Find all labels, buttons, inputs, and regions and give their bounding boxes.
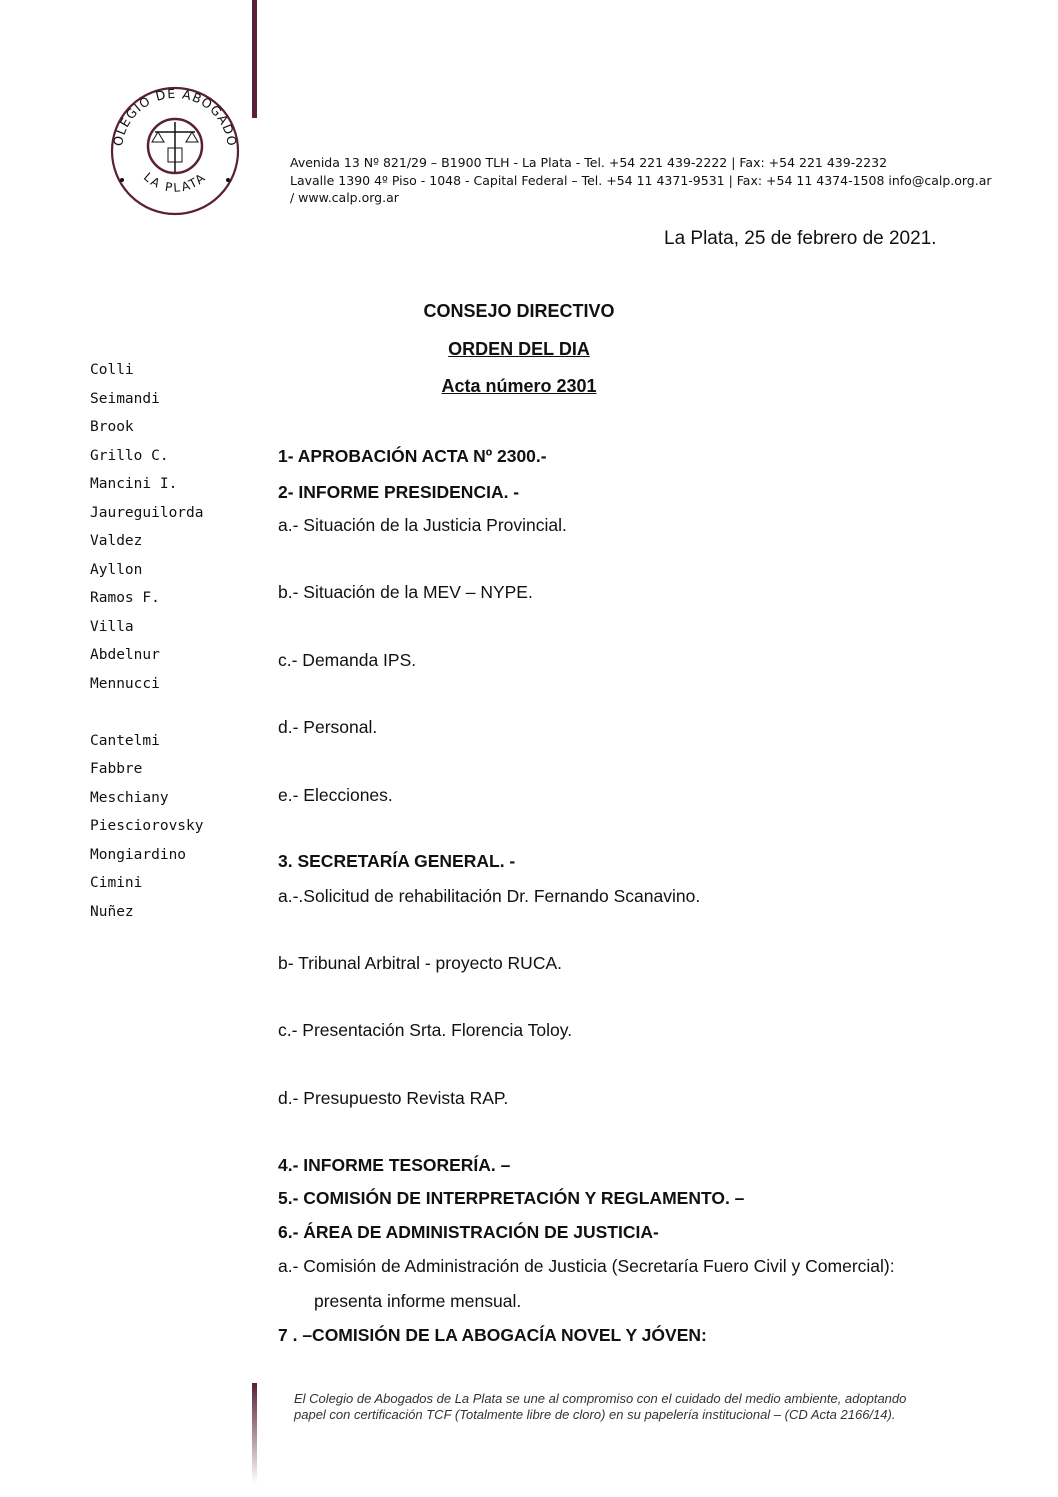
agenda-item-3b: b- Tribunal Arbitral - proyecto RUCA.: [278, 953, 562, 973]
member: Fabbre: [90, 761, 143, 777]
address-line-2: Lavalle 1390 4º Piso - 1048 - Capital Federal – Tel. +54 11 4371-9531 | Fax: +54 11 4374-1508 info@calp.org.ar: [290, 172, 992, 188]
agenda-item-2b: b.- Situación de la MEV – NYPE.: [278, 582, 533, 602]
members-list: [90, 360, 204, 930]
agenda-section-7: 7 . –COMISIÓN DE LA ABOGACÍA NOVEL Y JÓVEN:: [278, 1325, 707, 1345]
member: Meschiany: [90, 789, 169, 806]
footer-accent-bar: [252, 1383, 257, 1483]
member: Grillo C.: [90, 447, 169, 464]
member: Mongiardino: [90, 846, 187, 863]
member: Seimandi: [90, 390, 160, 407]
member: Colli: [90, 362, 134, 378]
agenda-item-6a: a.- Comisión de Administración de Justicia (Secretaría Fuero Civil y Comercial):: [278, 1256, 895, 1276]
web-line: / www.calp.org.ar: [290, 190, 399, 205]
member: Cantelmi: [90, 732, 160, 749]
agenda-item-3a: a.-.Solicitud de rehabilitación Dr. Fernando Scanavino.: [278, 886, 701, 906]
member: Ramos F.: [90, 590, 160, 606]
member: Abdelnur: [90, 647, 160, 663]
header-accent-bar: [252, 0, 257, 118]
agenda-section-3: 3. SECRETARÍA GENERAL. -: [278, 851, 516, 871]
agenda-section-2: 2- INFORME PRESIDENCIA. -: [278, 482, 520, 502]
agenda-section-6: 6.- ÁREA DE ADMINISTRACIÓN DE JUSTICIA-: [278, 1222, 659, 1242]
member: Jaureguilorda: [90, 504, 204, 521]
members-spacer: [90, 702, 204, 731]
agenda-item-3d: d.- Presupuesto Revista RAP.: [278, 1088, 509, 1108]
agenda-section-5: 5.- COMISIÓN DE INTERPRETACIÓN Y REGLAMENTO. –: [278, 1188, 745, 1208]
colegio-logo: [100, 76, 250, 226]
document-date: La Plata, 25 de febrero de 2021.: [664, 228, 937, 249]
agenda-item-2d: d.- Personal.: [278, 717, 378, 737]
agenda-item-3c: c.- Presentación Srta. Florencia Toloy.: [278, 1020, 573, 1040]
title-orden: ORDEN DEL DIA: [448, 339, 590, 359]
member: Villa: [90, 618, 134, 635]
footer-line-1: El Colegio de Abogados de La Plata se une al compromiso con el cuidado del medio ambiente, adoptando: [294, 1391, 907, 1406]
svg-text:COLEGIO DE ABOGADOS: OLEGIO DE ABOGADO: [110, 85, 240, 148]
member: Piesciorovsky: [90, 818, 204, 834]
member: Nuñez: [90, 903, 134, 920]
member: Ayllon: [90, 561, 143, 578]
letterhead-contact: [290, 154, 992, 207]
member: Mennucci: [90, 675, 160, 692]
address-line-1: Avenida 13 Nº 821/29 – B1900 TLH - La Plata - Tel. +54 221 439-2222 | Fax: +54 221 439-2232: [290, 155, 888, 170]
member: Valdez: [90, 533, 143, 549]
environmental-footer: [294, 1391, 994, 1422]
agenda-item-2a: a.- Situación de la Justicia Provincial.: [278, 515, 567, 535]
member: Cimini: [90, 875, 143, 891]
member: Mancini I.: [90, 476, 178, 492]
agenda-section-4: 4.- INFORME TESORERÍA. –: [278, 1155, 511, 1175]
agenda-section-1: 1- APROBACIÓN ACTA Nº 2300.-: [278, 446, 547, 466]
agenda-item-2c: c.- Demanda IPS.: [278, 650, 417, 670]
agenda-item-2e: e.- Elecciones.: [278, 785, 393, 805]
member: Brook: [90, 419, 134, 435]
title-acta: Acta número 2301: [441, 376, 597, 396]
title-consejo: CONSEJO DIRECTIVO: [423, 301, 615, 321]
footer-line-2: papel con certificación TCF (Totalmente libre de cloro) en su papelería institucional – (CD Acta 2166/14).: [294, 1406, 896, 1422]
agenda-item-6a-cont: presenta informe mensual.: [314, 1291, 522, 1311]
svg-text:LA PLATA: LA PLATA: [140, 169, 210, 195]
